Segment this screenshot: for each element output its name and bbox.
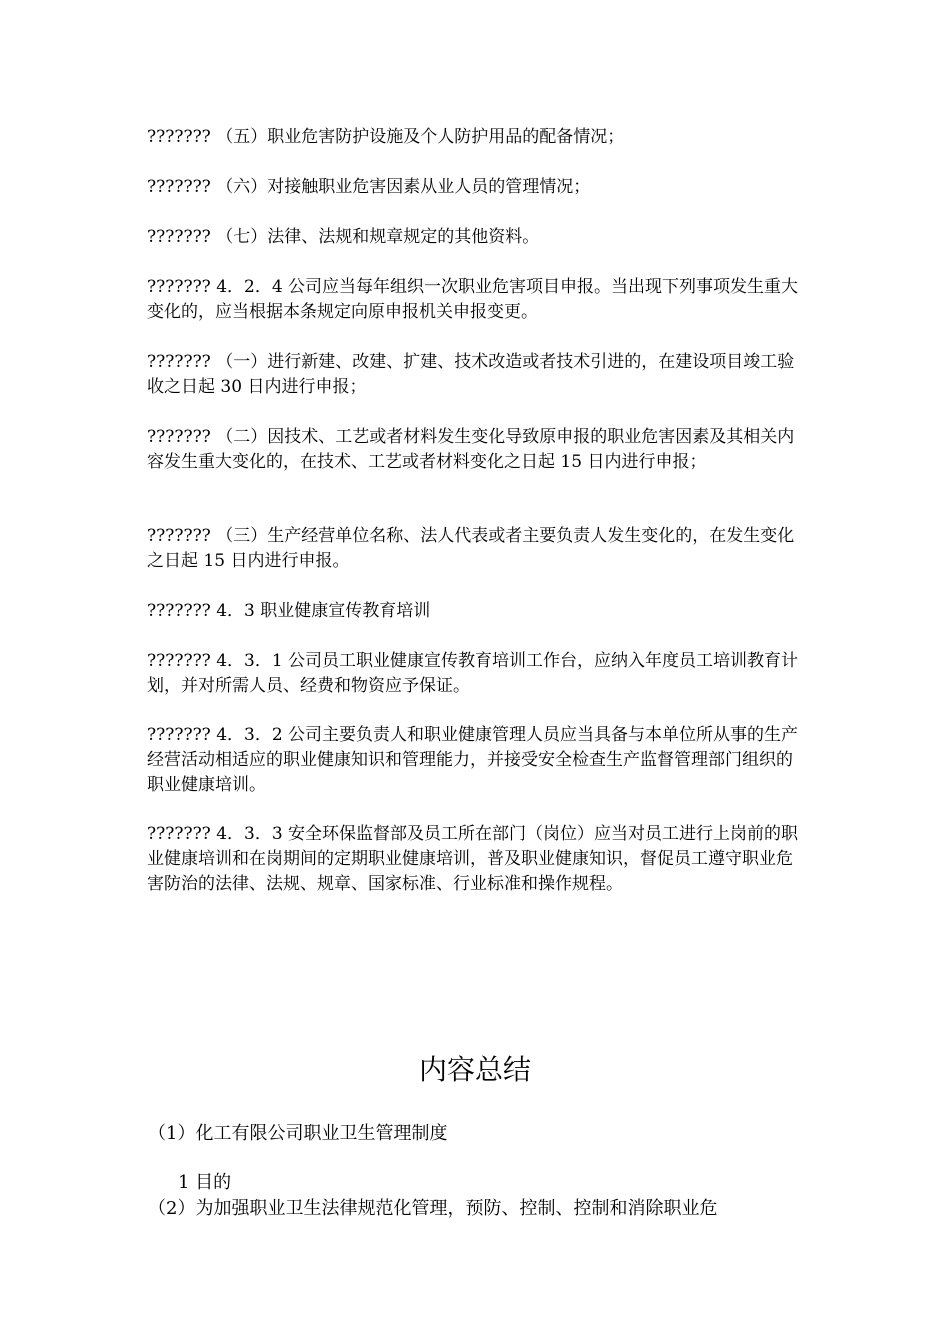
paragraph-4-3-2: ??????? 4．3．2 公司主要负责人和职业健康管理人员应当具备与本单位所从事的生产经营活动相适应的职业健康知识和管理能力，并接受安全检查生产监督管理部门组织的职业健康培训。 [147,725,799,795]
paragraph-personnel-management: ??????? （六）对接触职业危害因素从业人员的管理情况； [147,177,591,197]
paragraph-4-2-4: ??????? 4．2．4 公司应当每年组织一次职业危害项目申报。当出现下列事项发生重大变化的，应当根据本条规定向原申报机关申报变更。 [147,277,799,322]
summary-item-2: （2）为加强职业卫生法律规范化管理，预防、控制、控制和消除职业危 [148,1198,718,1219]
paragraph-protection-equipment: ??????? （五）职业危害防护设施及个人防护用品的配备情况； [147,127,625,147]
paragraph-other-materials: ??????? （七）法律、法规和规章规定的其他资料。 [147,227,540,247]
paragraph-item-three: ??????? （三）生产经营单位名称、法人代表或者主要负责人发生变化的，在发生变化之日起 15 日内进行申报。 [147,526,795,571]
summary-title: 内容总结 [418,1053,531,1086]
paragraph-item-two: ??????? （二）因技术、工艺或者材料发生变化导致原申报的职业危害因素及其相关内容发生重大变化的，在技术、工艺或者材料变化之日起 15 日内进行申报； [147,427,795,472]
paragraph-4-3-1: ??????? 4．3．1 公司员工职业健康宣传教育培训工作台，应纳入年度员工培训教育计划，并对所需人员、经费和物资应予保证。 [147,651,799,696]
section-heading-4-3: ??????? 4．3 职业健康宣传教育培训 [147,601,431,621]
paragraph-4-3-3: ??????? 4．3．3 安全环保监督部及员工所在部门（岗位）应当对员工进行上岗前的职业健康培训和在岗期间的定期职业健康培训，普及职业健康知识，督促员工遵守职业危害防治的法律、法规、规章、国家标准、行业标准和操作规程。 [147,824,799,894]
paragraph-item-one: ??????? （一）进行新建、改建、扩建、技术改造或者技术引进的，在建设项目竣工验收之日起 30 日内进行申报； [147,352,795,397]
summary-item-1-sub: 1 目的 [178,1172,232,1193]
summary-item-1: （1）化工有限公司职业卫生管理制度 [148,1123,448,1144]
